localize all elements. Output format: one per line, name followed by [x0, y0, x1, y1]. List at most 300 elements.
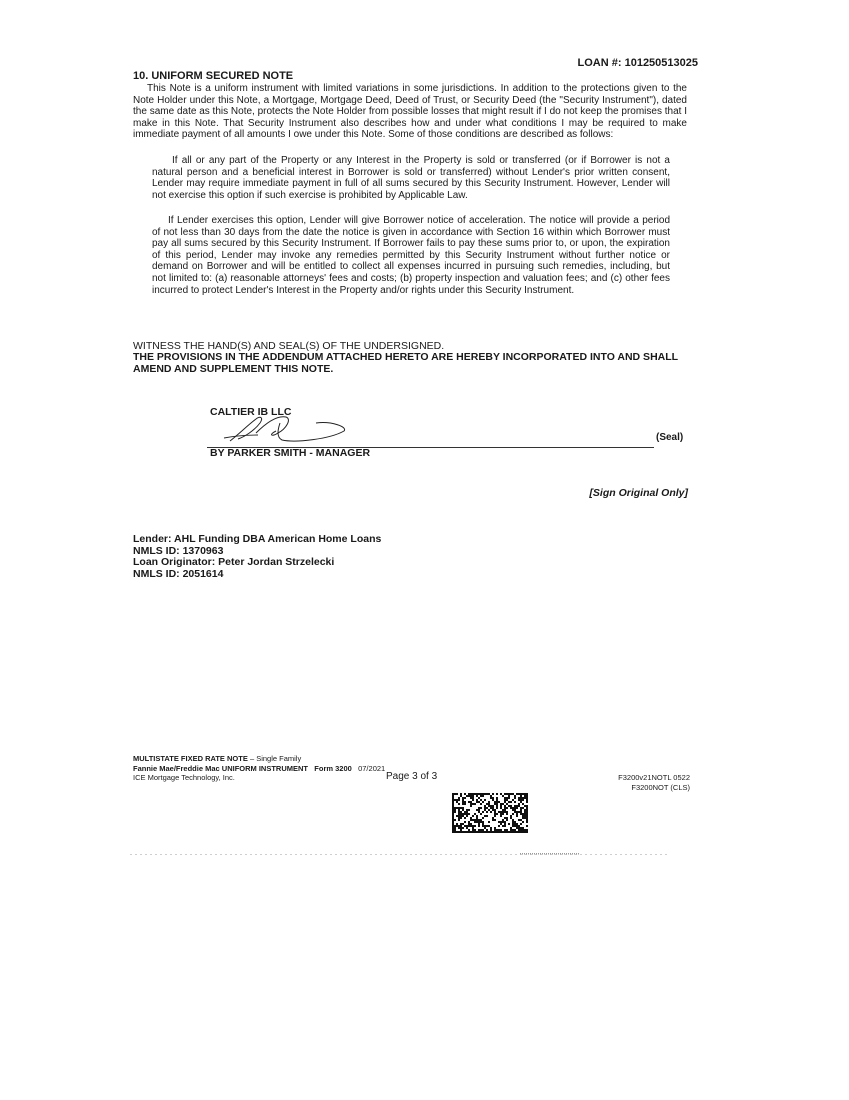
- barcode-module: [454, 825, 456, 827]
- barcode-module: [474, 819, 476, 821]
- barcode-module: [488, 831, 490, 833]
- barcode-module: [498, 825, 500, 827]
- barcode-module: [486, 803, 488, 805]
- barcode-module: [476, 817, 478, 819]
- barcode-module: [516, 805, 518, 807]
- barcode-module: [476, 821, 478, 823]
- barcode-module: [500, 811, 502, 813]
- barcode-module: [480, 829, 482, 831]
- barcode-module: [526, 807, 528, 809]
- lender-name: Lender: AHL Funding DBA American Home Loans: [133, 533, 382, 545]
- barcode-module: [496, 805, 498, 807]
- barcode-module: [480, 821, 482, 823]
- barcode-module: [490, 831, 492, 833]
- barcode-module: [500, 805, 502, 807]
- form-number: Form 3200: [314, 763, 352, 773]
- barcode-module: [490, 829, 492, 831]
- barcode-module: [470, 817, 472, 819]
- barcode-module: [476, 801, 478, 803]
- barcode-module: [462, 813, 464, 815]
- barcode-module: [502, 795, 504, 797]
- barcode-module: [518, 803, 520, 805]
- barcode-module: [488, 821, 490, 823]
- barcode-module: [490, 807, 492, 809]
- barcode-module: [526, 799, 528, 801]
- barcode-module: [478, 819, 480, 821]
- lender-info-block: [133, 534, 381, 580]
- barcode-module: [464, 821, 466, 823]
- barcode-module: [470, 825, 472, 827]
- barcode-module: [508, 795, 510, 797]
- barcode-module: [516, 793, 518, 795]
- barcode-module: [480, 793, 482, 795]
- barcode-module: [476, 809, 478, 811]
- barcode-module: [522, 799, 524, 801]
- barcode-module: [492, 817, 494, 819]
- barcode-module: [518, 819, 520, 821]
- barcode-module: [510, 827, 512, 829]
- form-title: [133, 754, 385, 764]
- barcode-module: [514, 809, 516, 811]
- barcode-module: [492, 809, 494, 811]
- barcode-module: [512, 831, 514, 833]
- barcode-module: [456, 825, 458, 827]
- barcode-module: [476, 831, 478, 833]
- loan-number: LOAN #: 101250513025: [577, 57, 698, 69]
- barcode-module: [454, 829, 456, 831]
- barcode-module: [498, 821, 500, 823]
- barcode-module: [518, 797, 520, 799]
- barcode-module: [452, 803, 454, 805]
- barcode-module: [506, 799, 508, 801]
- barcode-module: [484, 825, 486, 827]
- barcode-module: [518, 831, 520, 833]
- barcode-module: [526, 829, 528, 831]
- barcode-module: [486, 793, 488, 795]
- barcode-module: [480, 819, 482, 821]
- barcode-module: [458, 831, 460, 833]
- barcode-module: [486, 829, 488, 831]
- barcode-module: [482, 831, 484, 833]
- barcode-module: [458, 815, 460, 817]
- barcode-module: [514, 805, 516, 807]
- barcode-module: [510, 801, 512, 803]
- barcode-module: [478, 811, 480, 813]
- barcode-module: [470, 819, 472, 821]
- barcode-module: [474, 825, 476, 827]
- barcode-module: [460, 829, 462, 831]
- barcode-module: [464, 825, 466, 827]
- barcode-module: [512, 799, 514, 801]
- barcode-module: [524, 805, 526, 807]
- barcode-module: [464, 813, 466, 815]
- barcode-module: [506, 829, 508, 831]
- barcode-module: [484, 807, 486, 809]
- barcode-module: [454, 807, 456, 809]
- signer-name: BY PARKER SMITH - MANAGER: [210, 447, 371, 459]
- barcode-module: [514, 831, 516, 833]
- barcode-module: [522, 793, 524, 795]
- barcode-module: [466, 825, 468, 827]
- barcode-module: [494, 815, 496, 817]
- barcode-module: [472, 815, 474, 817]
- barcode-module: [470, 801, 472, 803]
- barcode-module: [504, 797, 506, 799]
- barcode-module: [456, 823, 458, 825]
- witness-line: WITNESS THE HAND(S) AND SEAL(S) OF THE UNDERSIGNED.: [133, 340, 445, 352]
- barcode-module: [526, 825, 528, 827]
- barcode-module: [486, 815, 488, 817]
- barcode-module: [458, 799, 460, 801]
- barcode-module: [510, 793, 512, 795]
- barcode-module: [508, 801, 510, 803]
- barcode-module: [472, 831, 474, 833]
- form-footer: [133, 754, 385, 783]
- barcode-module: [516, 815, 518, 817]
- barcode-module: [496, 793, 498, 795]
- barcode-module: [454, 819, 456, 821]
- barcode-module: [520, 819, 522, 821]
- barcode-module: [506, 817, 508, 819]
- barcode-module: [490, 797, 492, 799]
- barcode-module: [480, 795, 482, 797]
- barcode-module: [462, 815, 464, 817]
- barcode-module: [514, 807, 516, 809]
- barcode-module: [518, 825, 520, 827]
- barcode-module: [524, 831, 526, 833]
- barcode-module: [488, 809, 490, 811]
- barcode-module: [526, 811, 528, 813]
- barcode-module: [458, 811, 460, 813]
- barcode-module: [478, 831, 480, 833]
- barcode-module: [452, 829, 454, 831]
- barcode-module: [504, 793, 506, 795]
- barcode-module: [504, 823, 506, 825]
- barcode-module: [482, 829, 484, 831]
- barcode-module: [526, 813, 528, 815]
- barcode-module: [502, 811, 504, 813]
- barcode-module: [464, 831, 466, 833]
- barcode-module: [474, 831, 476, 833]
- barcode-module: [460, 817, 462, 819]
- barcode-module: [462, 803, 464, 805]
- barcode-module: [504, 805, 506, 807]
- barcode-module: [500, 831, 502, 833]
- barcode-module: [474, 829, 476, 831]
- barcode-module: [452, 807, 454, 809]
- barcode-module: [478, 829, 480, 831]
- barcode-module: [522, 831, 524, 833]
- barcode-module: [466, 827, 468, 829]
- barcode-module: [470, 795, 472, 797]
- barcode-module: [488, 801, 490, 803]
- barcode-module: [514, 801, 516, 803]
- barcode-module: [458, 817, 460, 819]
- barcode-module: [464, 811, 466, 813]
- barcode-module: [466, 813, 468, 815]
- barcode-module: [512, 819, 514, 821]
- barcode-module: [526, 819, 528, 821]
- barcode-module: [462, 823, 464, 825]
- barcode-module: [476, 793, 478, 795]
- barcode-module: [468, 795, 470, 797]
- barcode-module: [454, 831, 456, 833]
- barcode-module: [452, 805, 454, 807]
- barcode-module: [478, 809, 480, 811]
- barcode-module: [474, 821, 476, 823]
- barcode-module: [482, 795, 484, 797]
- barcode-module: [514, 829, 516, 831]
- barcode-module: [500, 793, 502, 795]
- barcode-module: [522, 815, 524, 817]
- barcode-module: [452, 823, 454, 825]
- handwritten-signature: [220, 411, 350, 445]
- barcode-module: [470, 823, 472, 825]
- barcode-module: [498, 829, 500, 831]
- barcode-module: [500, 813, 502, 815]
- loan-originator: Loan Originator: Peter Jordan Strzelecki: [133, 556, 335, 568]
- barcode-module: [500, 823, 502, 825]
- barcode-module: [484, 805, 486, 807]
- barcode-module: [502, 821, 504, 823]
- barcode-module: [474, 813, 476, 815]
- barcode-module: [520, 797, 522, 799]
- barcode-module: [526, 817, 528, 819]
- barcode-module: [500, 807, 502, 809]
- barcode-module: [456, 801, 458, 803]
- barcode-module: [522, 803, 524, 805]
- barcode-module: [520, 793, 522, 795]
- barcode-module: [504, 821, 506, 823]
- barcode-module: [464, 793, 466, 795]
- barcode-module: [458, 797, 460, 799]
- barcode-module: [506, 793, 508, 795]
- barcode-module: [508, 797, 510, 799]
- barcode-module: [512, 807, 514, 809]
- barcode-module: [502, 831, 504, 833]
- barcode-module: [492, 819, 494, 821]
- barcode-module: [452, 811, 454, 813]
- barcode-module: [492, 797, 494, 799]
- barcode-module: [468, 821, 470, 823]
- barcode-module: [502, 819, 504, 821]
- barcode-module: [484, 793, 486, 795]
- barcode-module: [470, 797, 472, 799]
- barcode-module: [452, 795, 454, 797]
- barcode-module: [474, 803, 476, 805]
- barcode-module: [486, 831, 488, 833]
- barcode-module: [520, 823, 522, 825]
- form-codes: [590, 773, 690, 792]
- barcode-module: [466, 809, 468, 811]
- barcode-module: [512, 813, 514, 815]
- barcode-module: [522, 813, 524, 815]
- barcode-module: [516, 811, 518, 813]
- section-heading: 10. UNIFORM SECURED NOTE: [133, 70, 294, 82]
- barcode-module: [490, 827, 492, 829]
- barcode-module: [520, 831, 522, 833]
- barcode-module: [478, 801, 480, 803]
- barcode-module: [494, 829, 496, 831]
- barcode-module: [494, 801, 496, 803]
- barcode-module: [452, 815, 454, 817]
- barcode-module: [462, 799, 464, 801]
- barcode-module: [488, 825, 490, 827]
- barcode-module: [476, 819, 478, 821]
- barcode-module: [500, 829, 502, 831]
- barcode-module: [488, 805, 490, 807]
- barcode-module: [512, 821, 514, 823]
- sign-original-only: [Sign Original Only]: [589, 487, 688, 499]
- barcode-module: [460, 825, 462, 827]
- barcode-module: [480, 831, 482, 833]
- barcode-module: [520, 795, 522, 797]
- barcode-module: [464, 803, 466, 805]
- barcode-module: [494, 813, 496, 815]
- barcode-module: [458, 825, 460, 827]
- barcode-module: [482, 825, 484, 827]
- barcode-module: [522, 797, 524, 799]
- barcode-module: [514, 795, 516, 797]
- barcode-module: [520, 799, 522, 801]
- form-code-2: F3200NOT (CLS): [631, 782, 690, 792]
- page-number: Page 3 of 3: [386, 771, 438, 782]
- barcode-module: [484, 831, 486, 833]
- barcode-module: [452, 813, 454, 815]
- barcode-module: [470, 793, 472, 795]
- barcode-module: [514, 821, 516, 823]
- barcode-module: [518, 829, 520, 831]
- barcode-module: [462, 831, 464, 833]
- barcode-module: [490, 795, 492, 797]
- barcode-module: [510, 829, 512, 831]
- barcode-module: [508, 805, 510, 807]
- barcode-module: [496, 829, 498, 831]
- barcode-module: [468, 825, 470, 827]
- barcode-module: [526, 831, 528, 833]
- form-code-1: F3200v21NOTL 0522: [618, 773, 690, 782]
- barcode-module: [520, 811, 522, 813]
- barcode-module: [454, 793, 456, 795]
- barcode-module: [478, 825, 480, 827]
- barcode-module: [500, 821, 502, 823]
- barcode-module: [496, 831, 498, 833]
- barcode-module: [508, 823, 510, 825]
- barcode-module: [460, 807, 462, 809]
- barcode-module: [506, 803, 508, 805]
- barcode-module: [496, 801, 498, 803]
- barcode-module: [458, 809, 460, 811]
- barcode-module: [516, 831, 518, 833]
- barcode-module: [522, 827, 524, 829]
- barcode-module: [468, 823, 470, 825]
- barcode-module: [514, 797, 516, 799]
- barcode-module: [480, 799, 482, 801]
- paragraph-transfer-of-property: If all or any part of the Property or any Interest in the Property is sold or transferred (or if Borrower is not a natural person and a beneficial interest in Borrower is sold or transferred) without Lender's prior written consent, Lender may require immediate payment in full of all sums secured by this Security Instrument. However, Lender will not exercise this option if such exercise is prohibited by Applicable Law.: [152, 155, 670, 201]
- barcode-module: [460, 813, 462, 815]
- barcode-module: [526, 793, 528, 795]
- barcode-module: [466, 811, 468, 813]
- form-company: ICE Mortgage Technology, Inc.: [133, 773, 235, 782]
- barcode-module: [494, 811, 496, 813]
- barcode-module: [516, 807, 518, 809]
- barcode-module: [478, 793, 480, 795]
- barcode-module: [520, 807, 522, 809]
- barcode-module: [452, 793, 454, 795]
- barcode-module: [456, 799, 458, 801]
- barcode-module: [522, 821, 524, 823]
- barcode-module: [468, 801, 470, 803]
- barcode-module: [524, 797, 526, 799]
- barcode-module: [502, 809, 504, 811]
- barcode-module: [468, 809, 470, 811]
- barcode-module: [516, 813, 518, 815]
- barcode-module: [494, 809, 496, 811]
- barcode-module: [472, 803, 474, 805]
- barcode-module: [462, 807, 464, 809]
- barcode-module: [520, 829, 522, 831]
- barcode-module: [524, 829, 526, 831]
- barcode-module: [506, 807, 508, 809]
- barcode-module: [480, 807, 482, 809]
- barcode-module: [520, 827, 522, 829]
- barcode-module: [500, 815, 502, 817]
- barcode-module: [514, 823, 516, 825]
- barcode-module: [478, 823, 480, 825]
- barcode-module: [482, 801, 484, 803]
- barcode-module: [472, 797, 474, 799]
- barcode-module: [498, 801, 500, 803]
- originator-nmls-id: NMLS ID: 2051614: [133, 567, 224, 580]
- barcode-module: [498, 831, 500, 833]
- form-date: 07/2021: [358, 763, 386, 773]
- barcode-module: [526, 797, 528, 799]
- borrower-company-name: CALTIER IB LLC: [210, 406, 292, 418]
- barcode-module: [510, 807, 512, 809]
- barcode-module: [452, 799, 454, 801]
- barcode-module: [524, 795, 526, 797]
- barcode-module: [512, 793, 514, 795]
- barcode-module: [526, 821, 528, 823]
- barcode-module: [516, 827, 518, 829]
- barcode-module: [458, 803, 460, 805]
- barcode-module: [464, 801, 466, 803]
- barcode-module: [516, 823, 518, 825]
- barcode-module: [510, 817, 512, 819]
- barcode-module: [504, 817, 506, 819]
- barcode-module: [490, 805, 492, 807]
- barcode-module: [496, 803, 498, 805]
- barcode-module: [452, 825, 454, 827]
- barcode-module: [518, 799, 520, 801]
- barcode-module: [458, 807, 460, 809]
- barcode-module: [496, 797, 498, 799]
- barcode-module: [484, 815, 486, 817]
- barcode-module: [504, 809, 506, 811]
- barcode-module: [462, 827, 464, 829]
- barcode-module: [452, 817, 454, 819]
- barcode-module: [472, 795, 474, 797]
- barcode-module: [478, 821, 480, 823]
- barcode-module: [482, 817, 484, 819]
- barcode-module: [494, 827, 496, 829]
- barcode-module: [456, 831, 458, 833]
- barcode-module: [460, 823, 462, 825]
- barcode-module: [504, 825, 506, 827]
- barcode-module: [454, 811, 456, 813]
- barcode-module: [466, 815, 468, 817]
- barcode-module: [482, 811, 484, 813]
